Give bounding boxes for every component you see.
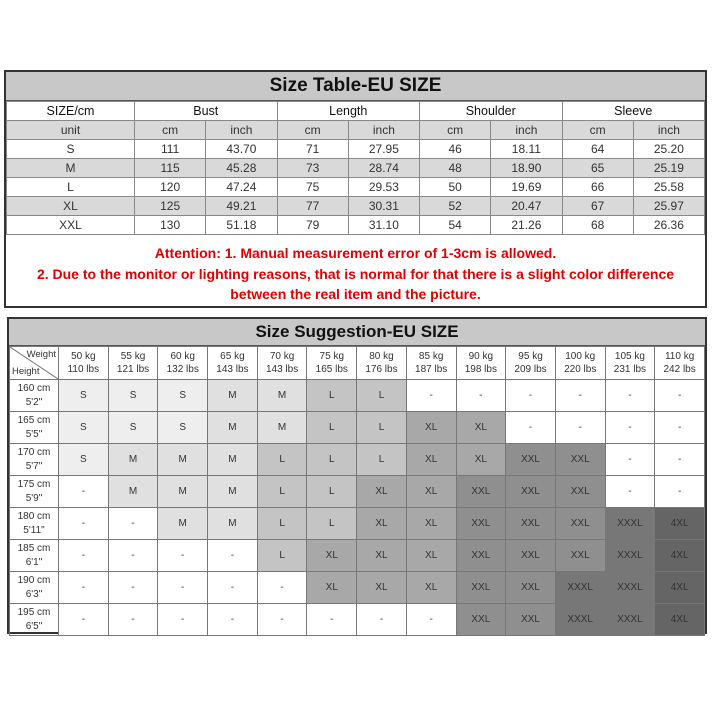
weight-kg: 110 kg	[664, 351, 695, 362]
height-header-cell	[10, 540, 59, 572]
attention-line-2: 2. Due to the monitor or lighting reasons, that is normal for that there is a slight color difference	[36, 265, 675, 282]
height-ft: 5'11"	[23, 524, 45, 536]
weight-lbs: 143 lbs	[265, 364, 299, 375]
unit-cell: inch	[633, 121, 704, 140]
weight-kg: 100 kg	[565, 351, 596, 362]
size-suggestion-cell: XXXL	[605, 572, 655, 604]
height-ft: 6'5"	[25, 620, 43, 632]
attention-line-3: between the real item and the picture.	[230, 286, 481, 302]
measure-cell: 120	[135, 178, 206, 197]
size-suggestion-cell: -	[456, 380, 506, 412]
size-suggestion-cell: -	[506, 380, 556, 412]
height-row	[10, 444, 705, 476]
height-row	[10, 476, 705, 508]
size-suggestion-cell: XL	[357, 508, 407, 540]
size-suggestion-cell: -	[357, 604, 407, 636]
size-suggestion-cell: XXL	[506, 476, 556, 508]
measure-cell: 73	[277, 159, 348, 178]
size-suggestion-cell: M	[257, 412, 307, 444]
size-suggestion-cell: -	[655, 412, 705, 444]
size-suggestion-cell: -	[655, 444, 705, 476]
unit-cell: cm	[562, 121, 633, 140]
size-table-header-cell: SIZE/cm	[7, 102, 135, 121]
height-header-cell	[10, 444, 59, 476]
weight-header-cell	[506, 347, 556, 380]
size-suggestion-cell: XXL	[506, 444, 556, 476]
height-ft: 6'3"	[25, 588, 43, 600]
unit-cell: inch	[348, 121, 419, 140]
height-row	[10, 572, 705, 604]
weight-lbs: 209 lbs	[514, 364, 547, 375]
height-ft: 5'7"	[25, 460, 43, 472]
size-table-row	[7, 178, 705, 197]
measure-cell: 111	[135, 140, 206, 159]
size-suggestion-cell: XL	[357, 540, 407, 572]
size-table-header-cell: Bust	[135, 102, 278, 121]
size-suggestion-cell: XL	[307, 572, 357, 604]
size-suggestion-cell: S	[108, 412, 158, 444]
size-suggestion-cell: -	[555, 380, 605, 412]
attention-line-1: Attention: 1. Manual measurement error of 1-3cm is allowed.	[154, 245, 557, 261]
measure-cell: 68	[562, 216, 633, 235]
height-cm: 160 cm	[17, 382, 51, 394]
size-suggestion-cell: M	[158, 476, 208, 508]
weight-kg: 95 kg	[518, 351, 543, 362]
weight-kg: 65 kg	[220, 351, 245, 362]
size-suggestion-cell: L	[357, 380, 407, 412]
size-suggestion-cell: -	[506, 412, 556, 444]
size-suggestion-cell: M	[208, 508, 258, 540]
measure-cell: 25.20	[633, 140, 704, 159]
size-suggestion-cell: XL	[406, 540, 456, 572]
measure-cell: 18.90	[491, 159, 562, 178]
measure-cell: 47.24	[206, 178, 277, 197]
size-suggestion-title: Size Suggestion-EU SIZE	[9, 319, 705, 346]
weight-kg: 60 kg	[170, 351, 195, 362]
size-suggestion	[7, 317, 707, 634]
measure-cell: 20.47	[491, 197, 562, 216]
size-suggestion-cell: XXL	[555, 508, 605, 540]
size-suggestion-cell: XXL	[506, 572, 556, 604]
weight-lbs: 198 lbs	[464, 364, 497, 375]
measure-cell: 25.97	[633, 197, 704, 216]
size-suggestion-cell: XXL	[456, 604, 506, 636]
size-suggestion-cell: -	[108, 572, 158, 604]
measure-cell: 18.11	[491, 140, 562, 159]
size-suggestion-cell: -	[158, 540, 208, 572]
measure-cell: 21.26	[491, 216, 562, 235]
height-header-cell	[10, 380, 59, 412]
size-suggestion-cell: XL	[456, 444, 506, 476]
size-suggestion-cell: S	[108, 380, 158, 412]
measure-cell: 65	[562, 159, 633, 178]
size-table-row	[7, 197, 705, 216]
height-ft: 5'5"	[25, 428, 43, 440]
measure-cell: 125	[135, 197, 206, 216]
corner-cell	[10, 347, 59, 380]
weight-lbs: 165 lbs	[315, 364, 348, 375]
height-cm: 170 cm	[17, 446, 51, 458]
height-row	[10, 604, 705, 636]
unit-cell: inch	[206, 121, 277, 140]
size-suggestion-cell: -	[605, 476, 655, 508]
measure-cell: 115	[135, 159, 206, 178]
weight-lbs: 132 lbs	[166, 364, 199, 375]
size-suggestion-cell: M	[208, 380, 258, 412]
weight-header-cell	[555, 347, 605, 380]
size-table-title: Size Table-EU SIZE	[6, 72, 705, 101]
weight-kg: 85 kg	[418, 351, 444, 362]
weight-kg: 70 kg	[269, 351, 295, 362]
size-table-grid	[6, 101, 705, 235]
measure-cell: 77	[277, 197, 348, 216]
unit-cell: cm	[135, 121, 206, 140]
weight-lbs: 176 lbs	[365, 364, 398, 375]
size-suggestion-cell: -	[108, 604, 158, 636]
size-suggestion-cell: -	[59, 508, 109, 540]
size-suggestion-cell: M	[158, 508, 208, 540]
size-suggestion-cell: XXXL	[605, 604, 655, 636]
size-table-header-cell: Sleeve	[562, 102, 705, 121]
measure-cell: 51.18	[206, 216, 277, 235]
size-suggestion-cell: -	[158, 572, 208, 604]
corner-height-label: Height	[12, 366, 40, 377]
measure-cell: 52	[420, 197, 491, 216]
corner-weight-label: Weight	[26, 349, 56, 360]
measure-cell: 30.31	[348, 197, 419, 216]
size-label: M	[7, 159, 135, 178]
size-suggestion-cell: L	[307, 412, 357, 444]
weight-kg: 80 kg	[369, 351, 394, 362]
size-suggestion-cell: S	[59, 380, 109, 412]
size-suggestion-cell: XXXL	[555, 572, 605, 604]
measure-cell: 25.58	[633, 178, 704, 197]
size-suggestion-cell: M	[158, 444, 208, 476]
size-suggestion-cell: -	[257, 604, 307, 636]
size-suggestion-cell: -	[208, 540, 258, 572]
size-suggestion-cell: 4XL	[655, 572, 705, 604]
measure-cell: 130	[135, 216, 206, 235]
height-header-cell	[10, 412, 59, 444]
size-suggestion-cell: S	[158, 380, 208, 412]
weight-header-cell	[357, 347, 407, 380]
height-cm: 175 cm	[17, 478, 51, 490]
size-suggestion-cell: XXL	[555, 476, 605, 508]
size-suggestion-cell: M	[257, 380, 307, 412]
height-cm: 190 cm	[17, 574, 51, 586]
measure-cell: 19.69	[491, 178, 562, 197]
measure-cell: 66	[562, 178, 633, 197]
height-header-cell	[10, 476, 59, 508]
size-suggestion-cell: XXL	[456, 540, 506, 572]
measure-cell: 67	[562, 197, 633, 216]
size-suggestion-cell: S	[158, 412, 208, 444]
measure-cell: 49.21	[206, 197, 277, 216]
unit-cell: cm	[277, 121, 348, 140]
height-ft: 6'1"	[25, 556, 43, 568]
height-ft: 5'9"	[25, 492, 43, 504]
size-suggestion-cell: M	[108, 444, 158, 476]
measure-cell: 71	[277, 140, 348, 159]
size-suggestion-cell: L	[257, 508, 307, 540]
weight-header-cell	[605, 347, 655, 380]
weight-kg: 50 kg	[71, 351, 96, 362]
size-suggestion-grid	[9, 346, 705, 636]
measure-cell: 43.70	[206, 140, 277, 159]
weight-lbs: 242 lbs	[663, 364, 696, 375]
size-suggestion-cell: S	[59, 444, 109, 476]
weight-lbs: 110 lbs	[67, 364, 100, 375]
size-suggestion-cell: -	[108, 508, 158, 540]
unit-label: unit	[7, 121, 135, 140]
size-label: XXL	[7, 216, 135, 235]
size-table	[4, 70, 707, 308]
weight-kg: 90 kg	[468, 351, 494, 362]
size-suggestion-cell: -	[208, 572, 258, 604]
height-row	[10, 380, 705, 412]
size-suggestion-cell: XL	[406, 508, 456, 540]
size-suggestion-cell: L	[257, 476, 307, 508]
size-suggestion-cell: L	[357, 444, 407, 476]
size-suggestion-cell: XXL	[506, 508, 556, 540]
size-label: L	[7, 178, 135, 197]
weight-header-cell	[59, 347, 109, 380]
weight-header-cell	[655, 347, 705, 380]
measure-cell: 27.95	[348, 140, 419, 159]
measure-cell: 31.10	[348, 216, 419, 235]
size-suggestion-cell: XL	[456, 412, 506, 444]
size-suggestion-cell: L	[357, 412, 407, 444]
measure-cell: 46	[420, 140, 491, 159]
size-suggestion-cell: 4XL	[655, 604, 705, 636]
size-suggestion-cell: XXL	[555, 444, 605, 476]
measure-cell: 45.28	[206, 159, 277, 178]
size-suggestion-cell: -	[555, 412, 605, 444]
weight-header-row	[10, 347, 705, 380]
height-cm: 185 cm	[17, 542, 51, 554]
unit-cell: cm	[420, 121, 491, 140]
measure-cell: 54	[420, 216, 491, 235]
size-suggestion-cell: XXL	[456, 572, 506, 604]
size-table-row	[7, 216, 705, 235]
weight-lbs: 231 lbs	[613, 364, 647, 375]
weight-kg: 55 kg	[120, 351, 146, 362]
size-suggestion-cell: -	[655, 476, 705, 508]
weight-header-cell	[456, 347, 506, 380]
weight-header-cell	[307, 347, 357, 380]
weight-lbs: 220 lbs	[564, 364, 597, 375]
size-suggestion-cell: L	[307, 380, 357, 412]
size-suggestion-cell: M	[208, 476, 258, 508]
size-suggestion-cell: XXL	[506, 540, 556, 572]
size-suggestion-cell: 4XL	[655, 540, 705, 572]
height-header-cell	[10, 604, 59, 636]
weight-header-cell	[158, 347, 208, 380]
attention-note	[6, 235, 705, 305]
measure-cell: 75	[277, 178, 348, 197]
unit-cell: inch	[491, 121, 562, 140]
size-table-header-row	[7, 102, 705, 121]
size-suggestion-cell: -	[655, 380, 705, 412]
measure-cell: 64	[562, 140, 633, 159]
size-suggestion-cell: XL	[406, 572, 456, 604]
size-suggestion-cell: XXXL	[555, 604, 605, 636]
size-suggestion-cell: L	[307, 508, 357, 540]
size-suggestion-cell: M	[208, 444, 258, 476]
height-cm: 180 cm	[17, 510, 51, 522]
size-suggestion-cell: XXL	[456, 476, 506, 508]
height-row	[10, 508, 705, 540]
height-header-cell	[10, 572, 59, 604]
weight-lbs: 187 lbs	[415, 364, 448, 375]
measure-cell: 26.36	[633, 216, 704, 235]
size-suggestion-cell: XXXL	[605, 508, 655, 540]
weight-lbs: 121 lbs	[116, 364, 150, 375]
size-table-header-cell: Shoulder	[420, 102, 563, 121]
size-suggestion-cell: XL	[307, 540, 357, 572]
size-suggestion-cell: 4XL	[655, 508, 705, 540]
size-suggestion-cell: S	[59, 412, 109, 444]
height-cm: 195 cm	[17, 606, 51, 618]
size-suggestion-cell: XXL	[555, 540, 605, 572]
size-suggestion-cell: XL	[406, 444, 456, 476]
measure-cell: 25.19	[633, 159, 704, 178]
weight-kg: 75 kg	[319, 351, 345, 362]
height-ft: 5'2"	[25, 396, 43, 408]
size-suggestion-cell: -	[406, 380, 456, 412]
size-suggestion-cell: -	[158, 604, 208, 636]
size-suggestion-cell: -	[108, 540, 158, 572]
weight-header-cell	[208, 347, 258, 380]
weight-header-cell	[108, 347, 158, 380]
size-table-header-cell: Length	[277, 102, 420, 121]
size-suggestion-cell: XXL	[456, 508, 506, 540]
size-suggestion-cell: -	[59, 476, 109, 508]
weight-header-cell	[406, 347, 456, 380]
size-suggestion-cell: -	[605, 412, 655, 444]
size-suggestion-cell: M	[108, 476, 158, 508]
size-suggestion-cell: L	[307, 444, 357, 476]
size-suggestion-cell: M	[208, 412, 258, 444]
size-table-row	[7, 159, 705, 178]
size-suggestion-cell: XL	[357, 572, 407, 604]
size-suggestion-cell: XXXL	[605, 540, 655, 572]
size-suggestion-cell: L	[257, 540, 307, 572]
size-suggestion-cell: -	[208, 604, 258, 636]
size-suggestion-cell: -	[605, 380, 655, 412]
size-suggestion-cell: -	[59, 540, 109, 572]
height-row	[10, 412, 705, 444]
measure-cell: 29.53	[348, 178, 419, 197]
measure-cell: 48	[420, 159, 491, 178]
size-suggestion-cell: L	[307, 476, 357, 508]
size-suggestion-cell: -	[59, 572, 109, 604]
height-header-cell	[10, 508, 59, 540]
size-suggestion-cell: XL	[406, 476, 456, 508]
height-cm: 165 cm	[17, 414, 51, 426]
height-row	[10, 540, 705, 572]
weight-header-cell	[257, 347, 307, 380]
size-table-row	[7, 140, 705, 159]
measure-cell: 79	[277, 216, 348, 235]
size-table-unit-row	[7, 121, 705, 140]
weight-kg: 105 kg	[614, 351, 645, 362]
size-suggestion-cell: XL	[406, 412, 456, 444]
size-label: XL	[7, 197, 135, 216]
size-suggestion-cell: -	[257, 572, 307, 604]
measure-cell: 28.74	[348, 159, 419, 178]
size-suggestion-cell: XXL	[506, 604, 556, 636]
size-label: S	[7, 140, 135, 159]
size-suggestion-cell: -	[59, 604, 109, 636]
weight-lbs: 143 lbs	[216, 364, 249, 375]
size-suggestion-cell: -	[307, 604, 357, 636]
measure-cell: 50	[420, 178, 491, 197]
size-suggestion-cell: XL	[357, 476, 407, 508]
size-suggestion-cell: -	[605, 444, 655, 476]
size-suggestion-cell: L	[257, 444, 307, 476]
size-suggestion-cell: -	[406, 604, 456, 636]
